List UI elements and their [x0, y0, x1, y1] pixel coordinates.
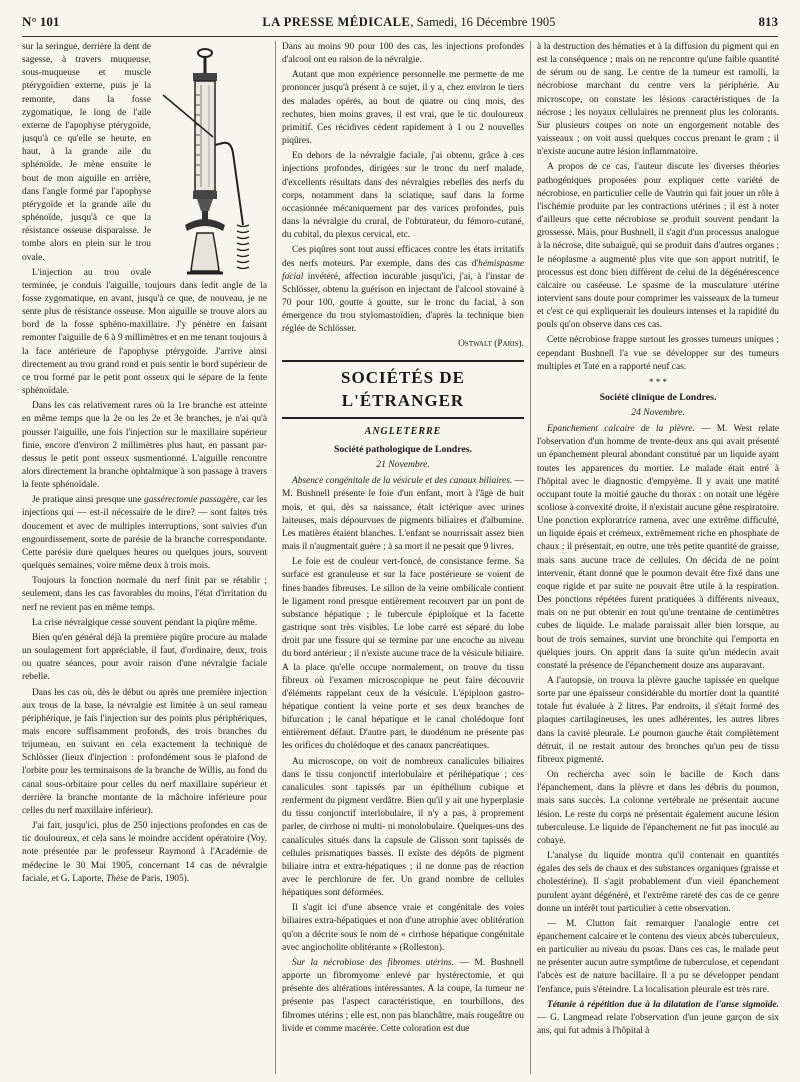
- paragraph: L'analyse du liquide montra qu'il contenait en quantités égales des sels de chaux et des substances organiques (graisse et cholestérine). Il s'agit probablement d'un vieil épanchement purulent ayant dégénéré, et l'extrême rareté des cas de ce genre donne un intérêt tout particulier à cette observation.: [537, 851, 779, 914]
- meeting-date: 21 Novembre.: [376, 458, 430, 470]
- text-run: Je pratique ainsi presque une: [32, 495, 144, 506]
- paragraph: [537, 999, 779, 1038]
- text-run: J'ai fait, jusqu'ici, plus de 250 injections profondes en cas de tic douloureux, et cela sans le moindre accident opératoire (Voy. note présentée par le professeur Raymond à l'Académie de médecine le 30 Mai 1905, concernant 14 cas de névralgie faciale, et G. Laporte,: [22, 821, 267, 884]
- case-title: Epanchement calcaire de la plèvre.: [547, 424, 695, 435]
- emphasis-text: Thèse: [106, 873, 128, 884]
- paragraph: [282, 475, 524, 554]
- paragraph: Dans les cas relativement rares où la 1re branche est atteinte en même temps que la 2e ou les 2e et 3e branches, je n'ai qu'à pousser l'aiguille, une fois l'injection sur le maxillaire supérieur finie, encore d'environ 2 millimètres plus haut, en passant par-dessus le petit pont osseux susmentionné. L'aiguille rencontre alors directement la branche ophtalmique à son passage à travers la fente sphénoïdale.: [22, 401, 267, 491]
- section-banner: [282, 360, 524, 420]
- society-heading: Société pathologique de Londres.: [333, 444, 473, 456]
- text-run: — M. Bushnell apporte un fibromyome enlevé par hystérectomie, et qui présente des altérations intéressantes. A la coupe, la tumeur ne présente pas l'aspect caractéristique, en tourbillons, des fibromes utérins ; elle est, non pas blanchâtre, mais rougeâtre ou livide et comme macérée. Cette coloration est due: [282, 957, 524, 1034]
- column-divider: [530, 41, 531, 1074]
- text-run: , car les injections qui — est-il nécessaire de le dire? — sont faites très doucement et avec de multiples interruptions, sont suivies d'un engourdissement, sorte de parésie de la branche correspondante. Cette parésie dure quelques heures ou quelques jours, souvent quelques semaines, voire même deux à trois mois.: [22, 495, 267, 572]
- paragraph: [537, 423, 779, 673]
- header-rule: [22, 36, 778, 37]
- paragraph: A propos de ce cas, l'auteur discute les diverses théories pathogéniques proposées pour expliquer cette variété de nécrobiose, en particulier celle de Vautrin qui fait jouer un rôle à l'ischémie produite par les contractions utérines ; il est à noter d'ailleurs que cette nécrobiose se produit souvent pendant la grossesse. Mais, pour Bushnell, il s'agit d'un processus analogue à la nécrose, dite subaiguë, qui se produit dans d'autres organes ; le néoplasme a augmenté plus vite que son apport nutritif, le processus est donc bien différent de celui de la dégénérescence calcaire ou caséeuse. Le spasme de la musculature utérine intervient sans doute pour comprimer les vaisseaux de la tumeur et c'est ce qui expliquerait les douleurs intenses et la rapidité du pouls qu'on observe dans ces cas.: [537, 162, 779, 331]
- column-right: [537, 41, 779, 1074]
- text-run: de Paris, 1905).: [127, 873, 190, 884]
- author-signature: Ostwalt (Paris).: [458, 339, 524, 350]
- paragraph: Toujours la fonction normale du nerf finit par se rétablir ; seulement, dans les cas favorables du moins, l'état d'irritation du nerf ne revient pas en même temps.: [22, 576, 267, 613]
- paragraph: Le foie est de couleur vert-foncé, de consistance ferme. Sa surface est granuleuse et sur la face postérieure se voient de fines bandes fibreuses. Le sillon de la veine ombilicale contient le ligament rond presque entièrement recouvert par un pont de substance hépatique ; le tubercule épiploïque et la facette gastrique sont très visibles. Le lobe carré est séparé du lobe droit par une fissure qui se termine par une encoche au niveau du bord antérieur ; il n'existe aucune trace de la vésicule biliaire. A la place qu'elle occupe normalement, on trouve du tissu fibreux où l'examen microscopique ne peut faire découvrir d'éléments rappelant ceux de la vésicule. L'épiploon gastro-hépatique contient la veine porte et ses deux branches de bifurcation ; le canal hépatique et le canal cholédoque font entièrement défaut. D'autre part, le duodénum ne présente pas les orifices du cholédoque et des canaux pancréatiques.: [282, 557, 524, 752]
- text-run: — G. Langmead relate l'observation d'un jeune garçon de six ans, qui fut admis à l'hôpital à: [537, 1012, 779, 1037]
- emphasis-text: hémispasme facial: [282, 258, 524, 282]
- paragraph: A l'autopsie, on trouva la plèvre gauche tapissée en quelque sorte par une épaisseur considérable du mortier dont la quantité totale fut évaluée à 2 litres. Par endroits, il s'était formé des plaques cartilagineuses, les unes adhérentes, les autres libres dans la cavité pleurale. Le poumon gauche était complètement détruit, il ne restait autour des bronches qu'un peu de tissu fibreux pigmenté.: [537, 676, 779, 765]
- paragraph: Cette nécrobiose frappe surtout les grosses tumeurs uniques ; cependant Bushnell l'a vue se développer sur des tumeurs multiples et Tate en a rapporté neuf cas.: [537, 335, 779, 372]
- emphasis-text: gassérectomie passagère: [144, 495, 238, 506]
- paragraph: On rechercha avec soin le bacille de Koch dans l'épanchement, dans la plèvre et dans les débris du poumon, mais sans succès. La colonne vertébrale ne présentait aucune lésion. Le reste du corps ne présentait également aucune lésion tuberculeuse. Le liquide de l'épanchement ne fut pas inoculé au cobaye.: [537, 770, 779, 846]
- text-run: invétéré, affection incurable jusqu'ici, j'ai, à l'instar de Schlösser, obtenu la guérison en injectant de l'alcool stovainé à 70 pour 100, goutte à goutte, sur le tronc du facial, à son émergence du trou stylomastoïdien, d'après la technique bien réglée de Schlösser.: [282, 271, 524, 335]
- syringe-icon: [157, 45, 267, 277]
- paragraph: En dehors de la névralgie faciale, j'ai obtenu, grâce à ces injections profondes, dirigées sur le tronc du nerf malade, d'excellents résultats dans des névralgies rebelles des nerfs du corps, notamment dans la sciatique, sauf dans la forme occasionnée mécaniquement par des varices profondes, puis dans la névralgie du crural, de l'obturateur, du fémoro-cutané, du cubital, du plexus cervical, etc.: [282, 151, 524, 241]
- meeting-date: 24 Novembre.: [631, 406, 685, 418]
- column-middle: [282, 41, 524, 1074]
- case-title: Tétanie à répétition due à la dilatation de l'anse sigmoïde.: [547, 999, 779, 1010]
- paragraph: Bien qu'en général déjà la première piqûre procure au malade un soulagement fort appréciable, il faut, d'ordinaire, deux, trois ou quatre séances, pour avoir raison d'une névralgie faciale rebelle.: [22, 632, 267, 683]
- country-heading: ANGLETERRE: [364, 426, 442, 438]
- paragraph: [282, 244, 524, 336]
- text-run: Ces piqûres sont tout aussi efficaces contre les états irritatifs des nerfs moteurs. Par exemple, dans des cas d': [282, 245, 524, 269]
- paragraph: — M. Clutton fait remarquer l'analogie entre cet épanchement calcaire et le contenu des vieux abcès tuberculeux, en particulier au niveau du psoas. Dans ces cas, le malade peut ne présenter aucun autre symptôme de tuberculose, et cependant l'abcès est de nature bacillaire. Il a pu se développer pendant l'enfance, puis s'éteindre. La localisation pleurale est très rare.: [537, 918, 779, 995]
- case-title: Absence congénitale de la vésicule et des canaux biliaires.: [292, 476, 513, 487]
- section-title: SOCIÉTÉS DE L'ÉTRANGER: [341, 367, 465, 411]
- publication-name: LA PRESSE MÉDICALE: [262, 15, 411, 29]
- running-title: [262, 15, 555, 30]
- paragraph: Dans les cas où, dès le début ou après une première injection aux trous de la base, la névralgie est limitée à un seul rameau périphérique, je fais l'injection sur des points plus périphériques, mais encore suffisamment profonds, des trois branches du trijumeau, en suivant en cela exactement la technique de Schlösser (lieux d'injection : profondément sous le plafond de l'orbite pour les terminaisons de la branche de Willis, au fond du canal sous-orbitaire pour celles du nerf maxillaire supérieur et derrière la branche montante de la mâchoire inférieure pour celles du nerf maxillaire inférieur).: [22, 687, 267, 816]
- paragraph: [22, 820, 267, 886]
- paragraph: La crise névralgique cesse souvent pendant la piqûre même.: [32, 617, 258, 628]
- paragraph: [22, 494, 267, 573]
- syringe-illustration: [157, 45, 267, 277]
- paragraph: Au microscope, on voit de nombreux canalicules biliaires dans le tissu conjonctif interlobulaire et périhépatique ; ces canalicules sont tapissés par un épithélium cubique et renferment du pigment verdâtre. Bien qu'il y ait une hyperplasie du tissu conjonctif interlobulaire, il n'y a pas, à proprement parler, de cirrhose ni multi- ni monolobulaire. Quelques-uns des canalicules situés dans la capsule de Glisson sont tapissés de cellules prismatiques basses. Il existe des dépôts de pigment biliaire intra et extra-hépatiques ; il ne donne pas de réaction avec le perchlorure de fer. Un grand nombre de cellules hépatiques sont déformées.: [282, 756, 524, 899]
- paragraph: L'injection au trou ovale terminée, je conduis l'aiguille, toujours dans ledit angle de la fosse zygomatique, en avant, jusqu'à ce que, de nouveau, je ne sente plus de résistance osseuse. Mon aiguille se trouve alors au bord de la fosse sphéno-maxillaire. J'y pénètre en faisant remonter l'aiguille de 6 à 9 millimètres et en me tenant toujours à la face antérieure de l'apophyse ptérygoïde. J'arrive ainsi directement au trou grand rond et puis sentir le bord supérieur de ce trou formé par le petit pont osseux qui le sépare de la fente sphénoïdale.: [22, 267, 267, 397]
- column-left: [22, 41, 267, 1074]
- paragraph: Il s'agit ici d'une absence vraie et congénitale des voies biliaires extra-hépatiques et non d'une atrophie avec oblitération qu'on a décrite sous le nom de « cirrhose hépatique congénitale avec angiocholite oblitérante » (Rolleston).: [282, 903, 524, 953]
- paragraph: Autant que mon expérience personnelle me permette de me prononcer jusqu'à présent à ce sujet, il y a, chez environ le tiers des malades opérés, au bout de quatre ou cinq mois, des rechutes, bien moins graves, il est vrai, que le tic douloureux primitif. Ces récidives cèdent rapidement à 1 ou 2 nouvelles piqûres.: [282, 70, 524, 147]
- text-run: — M. West relate l'observation d'un homme de trente-deux ans qui avait présenté un épanchement pleural abondant constitué par un liquide ayant toutes les apparences du mortier. Le malade était entré à l'hôpital avec le diagnostic d'empyème. Il y avait une matité occupant toute la moitié gauche du thorax : on notait une légère scoliose à convexité droite, il n'existait aucune gêne respiratoire. Une ponction exploratrice ramena, avec une extrême difficulté, un liquide épais et crémeux, extrêmement riche en phosphate de chaux : il présentait, en outre, une très petite quantité de graisse, mais sans aucune trace de cellules. On décida de ne point intervenir, étant donné que le poumon devait être fixé dans une coque rigide et par suite ne pouvait être utile à la respiration. Des ponctions répétées furent pratiquées à différents niveaux, mais on ne put obtenir en tout qu'une trentaine de centimètres cubes de liquide. Le malade paraissait aller bien lorsque, au bout de trois semaines, survint une bronchite qui l'emporta en quelques jours. On apprit dans la suite qu'un médecin avait constaté la présence de l'épanchement douze ans auparavant.: [537, 424, 779, 671]
- page-number: 813: [758, 14, 778, 29]
- column-divider: [275, 41, 276, 1074]
- section-separator: * * *: [649, 376, 667, 387]
- issue-date: , Samedi, 16 Décembre 1905: [410, 15, 556, 29]
- page-header: [22, 14, 778, 36]
- paragraph: Dans au moins 90 pour 100 des cas, les injections profondes d'alcool ont eu raison de la névralgie.: [282, 42, 524, 66]
- case-title: Sur la nécrobiose des fibromes utérins.: [292, 957, 455, 968]
- issue-number: N° 101: [22, 14, 60, 29]
- paragraph: [282, 957, 524, 1036]
- text-run: — M. Bushnell présente le foie d'un enfant, mort à l'âge de huit mois, et qui, dès sa naissance, était ictérique avec urines laiteuses, mais dépourvues de pigments biliaires et d'albumine. Les matières étaient blanches. L'enfant se nourrissait assez bien mais il n'augmentait guère ; à sa mort il ne pesait que 9 livres.: [282, 476, 524, 553]
- paragraph: à la destruction des hématies et à la diffusion du pigment qui en est la conséquence ; mais on ne rencontre qu'une faible quantité de sérum ou de sang. Le centre de la tumeur est ramolli, la nécrobiose marchant du centre vers la périphérie. Au microscope, on constate les lésions caractéristiques de la nécrose ; les noyaux cellulaires ne prennent plus les colorants. Sur plusieurs coupes on note un engorgement notable des vaisseaux ; on voit aussi quelques coccus prenant le gram ; il n'existe aucune autre lésion inflammatoire.: [537, 42, 779, 158]
- society-heading: Société clinique de Londres.: [599, 391, 717, 403]
- paragraph: sur la seringue, derrière la dent de sagesse, à travers muqueuse, sous-muqueuse et muscle ptérygoïdien externe, puis je la remonte, dans la fosse zygomatique, le long de l'aile externe de l'apophyse ptérygoïde, jusqu'à ce qu'elle se heurte, en haut, à la grande aile du sphénoïde. Je mène ensuite le bout de mon aiguille en arrière, dans l'angle formé par l'apophyse ptérygoïde et la grande aile du sphénoïde, jusqu'à ce que la résistance osseuse disparaisse. Je tombe alors en plein sur le trou ovale.: [22, 42, 151, 263]
